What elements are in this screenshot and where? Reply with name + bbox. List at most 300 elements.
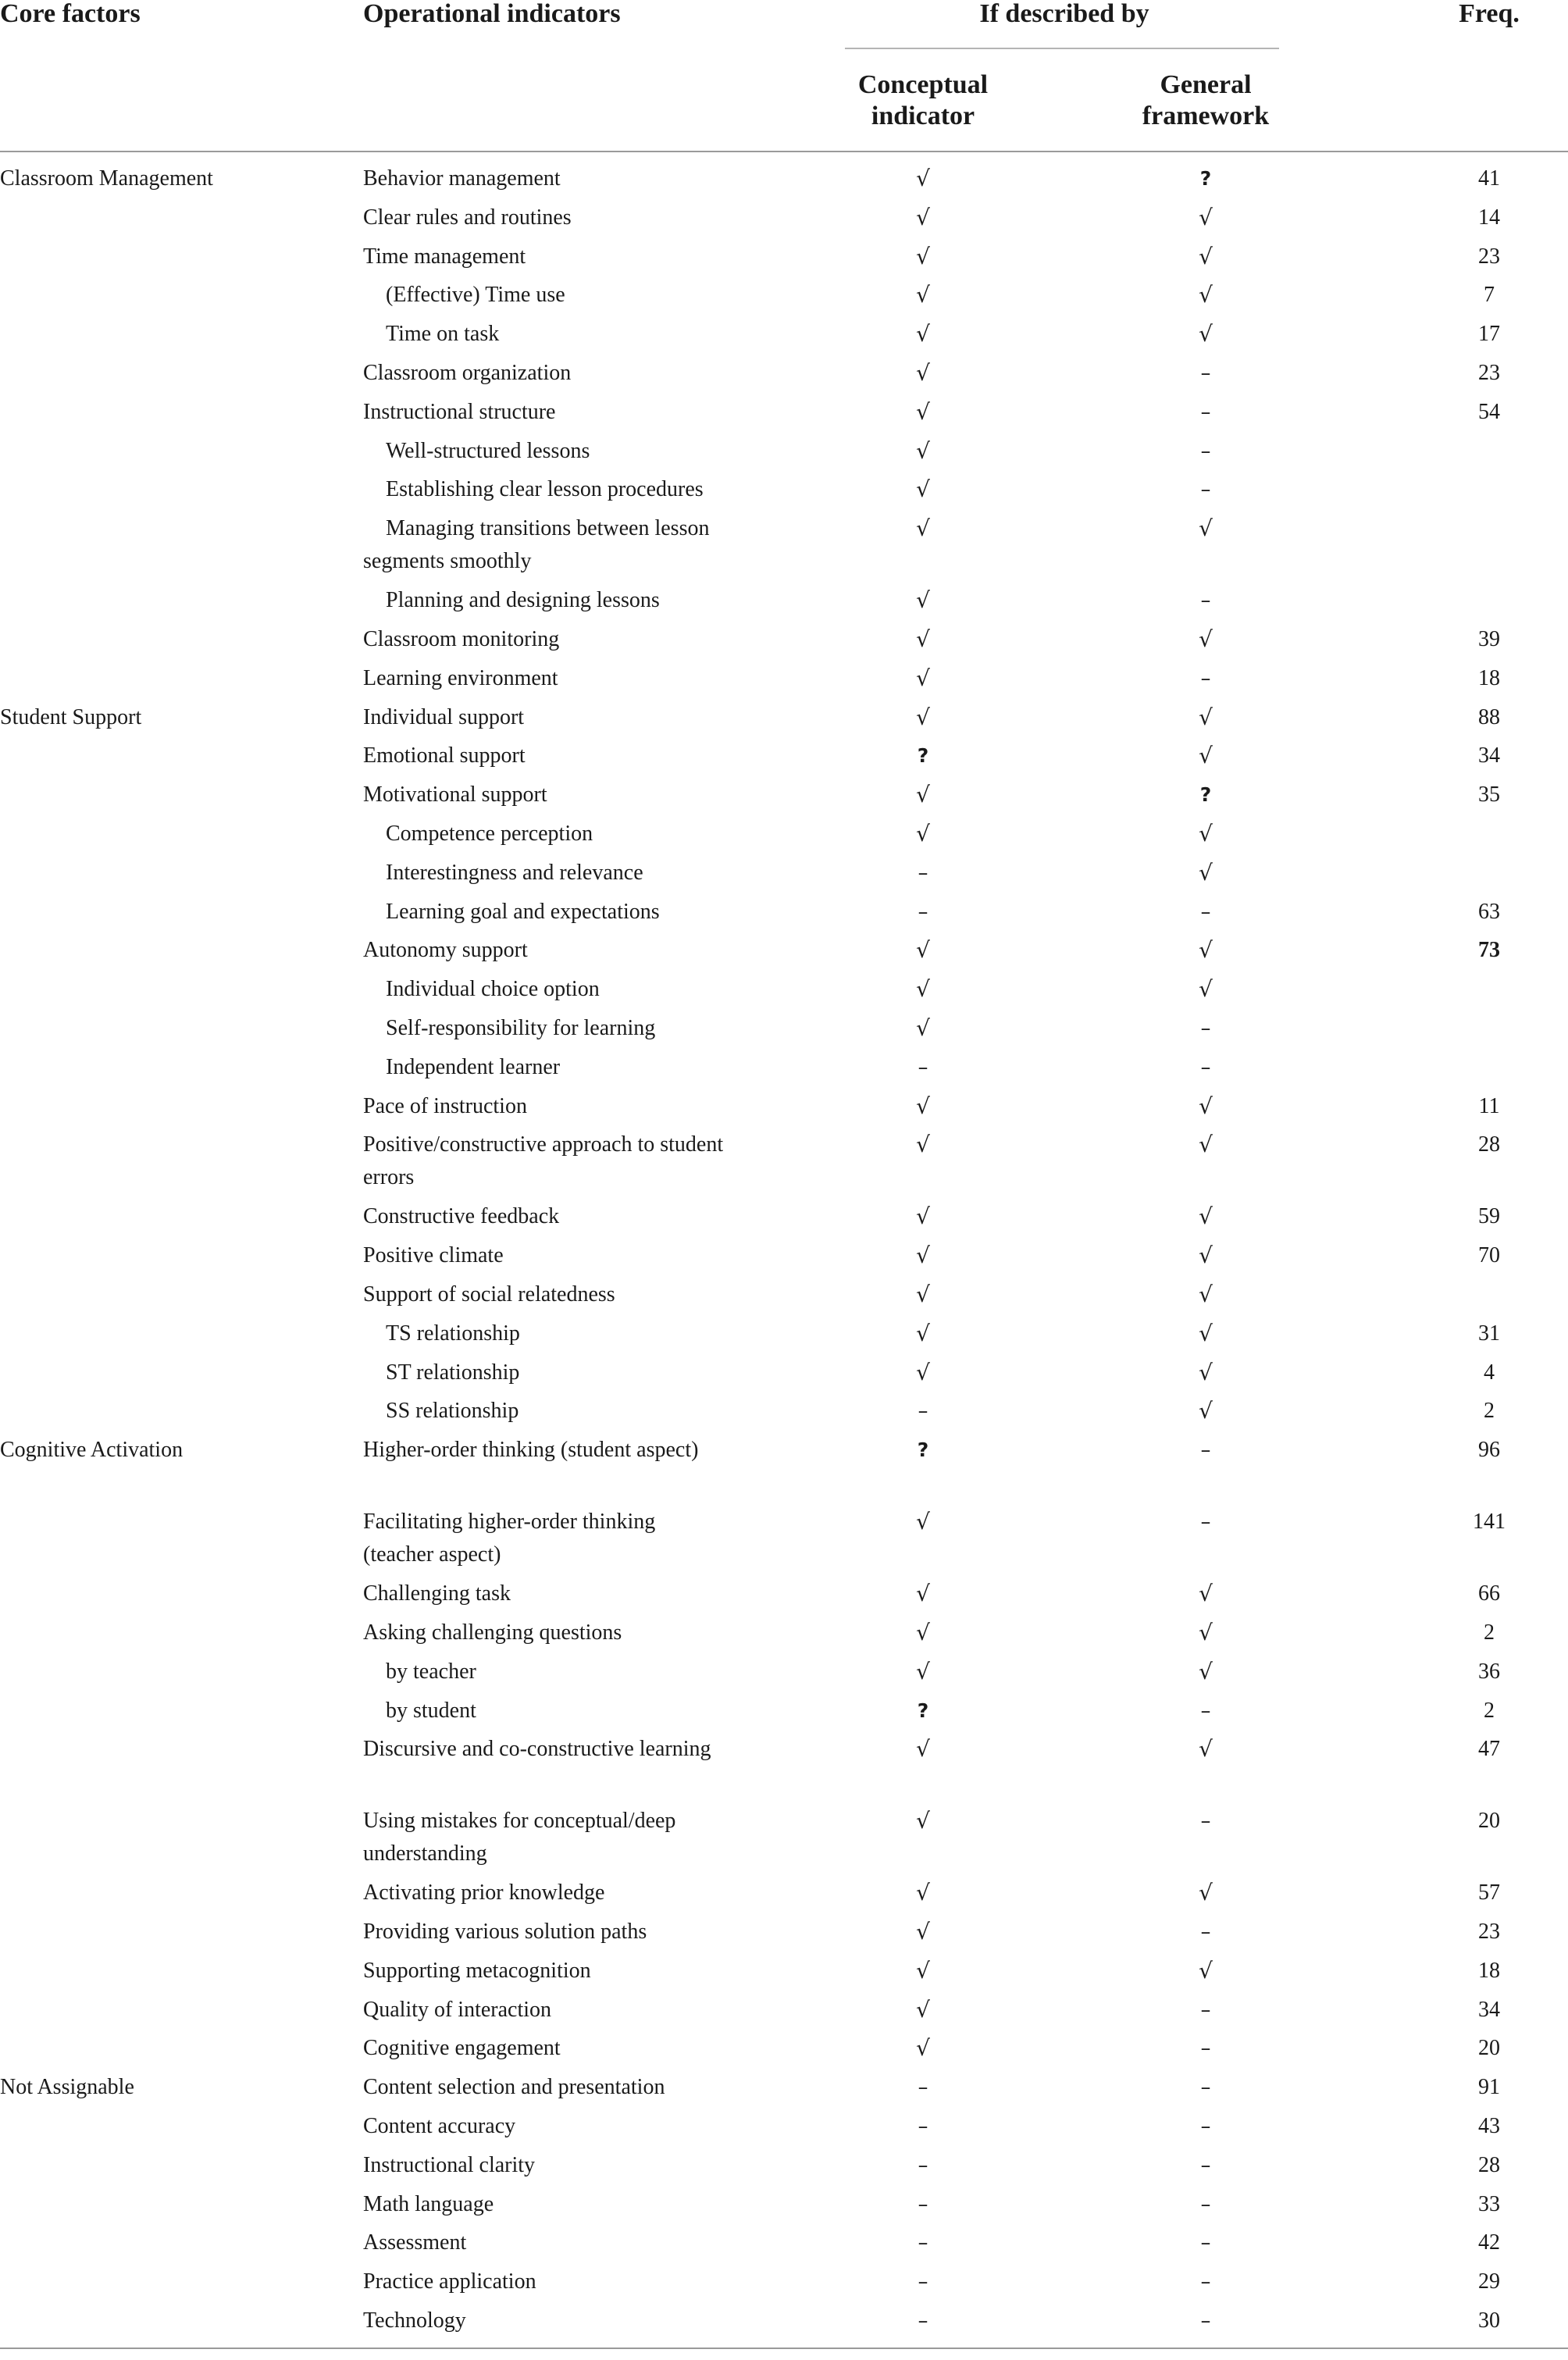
check-mark: √ <box>916 587 930 614</box>
table-bottom-rule <box>0 2348 1568 2349</box>
conceptual-indicator-cell <box>845 2071 1001 2104</box>
general-framework-cell <box>1128 1356 1284 1390</box>
table-row <box>0 2187 1568 2226</box>
general-framework-cell <box>1128 396 1284 429</box>
general-framework-cell <box>1128 857 1284 890</box>
dash-mark: – <box>1200 589 1211 613</box>
indicator-cell: Discursive and co-constructive learning <box>363 1737 711 1762</box>
freq-cell: 66 <box>1478 1581 1500 1606</box>
table-row <box>0 1505 1568 1577</box>
general-framework-cell <box>1128 1434 1284 1467</box>
check-mark: √ <box>916 476 930 503</box>
question-mark: ? <box>1199 167 1212 190</box>
general-framework-cell <box>1128 1617 1284 1650</box>
table-row <box>0 1089 1568 1128</box>
table-row <box>0 856 1568 895</box>
check-mark: √ <box>916 1736 930 1763</box>
check-mark: √ <box>1199 204 1213 230</box>
conceptual-indicator-cell <box>845 934 1001 968</box>
header-general-framework: General framework <box>1142 70 1270 130</box>
conceptual-indicator-cell <box>845 2110 1001 2143</box>
conceptual-indicator-cell <box>845 1395 1001 1428</box>
indicator-cell: Providing various solution paths <box>363 1920 647 1945</box>
general-framework-cell <box>1128 2188 1284 2221</box>
table-row <box>0 356 1568 395</box>
check-mark: √ <box>1199 1581 1213 1607</box>
dash-mark: – <box>1200 1510 1211 1535</box>
check-mark: √ <box>1199 1398 1213 1424</box>
freq-cell: 33 <box>1478 2191 1500 2216</box>
dash-mark: – <box>1200 2076 1211 2100</box>
check-mark: √ <box>1199 859 1213 886</box>
indicator-cell: Using mistakes for conceptual/deep understanding <box>363 1809 676 1866</box>
table-row <box>0 1433 1568 1505</box>
general-framework-cell <box>1128 1395 1284 1428</box>
dash-mark: – <box>1200 2270 1211 2294</box>
check-mark: √ <box>916 1658 930 1684</box>
core-factor-cell: Not Assignable <box>0 2075 134 2100</box>
indicator-cell: Quality of interaction <box>363 1997 552 2022</box>
indicator-cell: Instructional clarity <box>363 2152 536 2177</box>
freq-cell: 96 <box>1478 1438 1500 1463</box>
general-framework-cell <box>1128 1200 1284 1234</box>
table-row <box>0 661 1568 701</box>
indicator-cell: Time management <box>363 244 526 269</box>
check-mark: √ <box>1199 1281 1213 1307</box>
freq-cell: 18 <box>1478 665 1500 690</box>
conceptual-indicator-cell <box>845 1805 1001 1838</box>
dash-mark: – <box>1200 900 1211 924</box>
general-framework-cell <box>1128 2149 1284 2182</box>
conceptual-indicator-cell <box>845 1994 1001 2027</box>
header-bottom-rule <box>0 151 1568 152</box>
conceptual-indicator-cell <box>845 779 1001 812</box>
dash-mark: – <box>918 2076 928 2100</box>
general-framework-cell <box>1128 357 1284 390</box>
indicator-cell: Constructive feedback <box>363 1204 560 1229</box>
dash-mark: – <box>1200 478 1211 502</box>
general-framework-cell <box>1128 2032 1284 2065</box>
indicator-cell: Practice application <box>363 2269 536 2294</box>
conceptual-indicator-cell <box>845 2305 1001 2337</box>
check-mark: √ <box>1199 321 1213 348</box>
table-row <box>0 1616 1568 1655</box>
check-mark: √ <box>916 665 930 691</box>
indicator-cell: Independent learner <box>386 1054 561 1079</box>
core-factor-cell: Student Support <box>0 704 142 729</box>
general-framework-cell <box>1128 973 1284 1007</box>
table-row <box>0 1915 1568 1954</box>
general-framework-cell <box>1128 740 1284 773</box>
check-mark: √ <box>1199 1242 1213 1269</box>
dash-mark: – <box>918 2153 928 2177</box>
table-row <box>0 1655 1568 1694</box>
table-row <box>0 1011 1568 1050</box>
conceptual-indicator-cell <box>845 357 1001 390</box>
indicator-cell: Interestingness and relevance <box>386 860 643 885</box>
conceptual-indicator-cell <box>845 623 1001 657</box>
table-row <box>0 240 1568 279</box>
freq-cell: 30 <box>1478 2308 1500 2333</box>
table-row <box>0 622 1568 661</box>
indicator-cell: Well-structured lessons <box>386 438 590 463</box>
general-framework-cell <box>1128 318 1284 351</box>
indicator-cell: Assessment <box>363 2230 467 2255</box>
conceptual-indicator-cell <box>845 818 1001 851</box>
table-row <box>0 2148 1568 2187</box>
indicator-cell: by student <box>386 1698 476 1723</box>
conceptual-indicator-cell <box>845 1278 1001 1312</box>
check-mark: √ <box>1199 515 1213 542</box>
table-row <box>0 739 1568 778</box>
general-framework-cell <box>1128 934 1284 968</box>
conceptual-indicator-cell <box>845 2226 1001 2259</box>
freq-cell: 63 <box>1478 899 1500 924</box>
core-factor-cell: Cognitive Activation <box>0 1438 184 1463</box>
general-framework-cell <box>1128 1994 1284 2027</box>
table-row <box>0 701 1568 740</box>
check-mark: √ <box>916 1242 930 1269</box>
conceptual-indicator-cell <box>845 1656 1001 1689</box>
dash-mark: – <box>1200 666 1211 690</box>
dash-mark: – <box>918 2115 928 2139</box>
check-mark: √ <box>1199 243 1213 269</box>
table-row <box>0 2304 1568 2343</box>
conceptual-indicator-cell <box>845 473 1001 507</box>
general-framework-cell <box>1128 1695 1284 1727</box>
conceptual-indicator-cell <box>845 662 1001 696</box>
conceptual-indicator-cell <box>845 512 1001 546</box>
conceptual-indicator-cell <box>845 279 1001 312</box>
table-row <box>0 1876 1568 1915</box>
check-mark: √ <box>916 515 930 542</box>
conceptual-indicator-cell <box>845 1128 1001 1162</box>
freq-cell: 36 <box>1478 1659 1500 1684</box>
conceptual-indicator-cell <box>845 1955 1001 1988</box>
check-mark: √ <box>916 321 930 348</box>
freq-cell: 20 <box>1478 1809 1500 1834</box>
general-framework-cell <box>1128 1317 1284 1351</box>
dash-mark: – <box>1200 2037 1211 2061</box>
dash-mark: – <box>1200 361 1211 385</box>
freq-cell: 35 <box>1478 783 1500 807</box>
freq-cell: 34 <box>1478 743 1500 768</box>
freq-cell: 54 <box>1478 399 1500 424</box>
dash-mark: – <box>1200 439 1211 463</box>
dash-mark: – <box>918 2270 928 2294</box>
table-row <box>0 1577 1568 1616</box>
conceptual-indicator-cell <box>845 1356 1001 1390</box>
indicator-cell: Individual choice option <box>386 977 600 1002</box>
table-row <box>0 933 1568 972</box>
check-mark: √ <box>1199 820 1213 847</box>
general-framework-cell <box>1128 201 1284 235</box>
indicator-cell: by teacher <box>386 1659 476 1684</box>
table-row <box>0 778 1568 817</box>
indicator-cell: Activating prior knowledge <box>363 1881 605 1905</box>
dash-mark: – <box>1200 1016 1211 1040</box>
indicator-cell: Cognitive engagement <box>363 2036 561 2061</box>
conceptual-indicator-cell <box>845 1877 1001 1910</box>
table-row <box>0 1694 1568 1733</box>
indicator-cell: TS relationship <box>386 1321 520 1346</box>
header-core-factors: Core factors <box>0 0 141 28</box>
conceptual-indicator-cell <box>845 162 1001 196</box>
check-mark: √ <box>1199 1093 1213 1119</box>
conceptual-indicator-cell <box>845 2149 1001 2182</box>
check-mark: √ <box>1199 1203 1213 1230</box>
freq-cell: 23 <box>1478 1920 1500 1945</box>
dash-mark: – <box>1200 2115 1211 2139</box>
freq-cell: 2 <box>1484 1399 1495 1424</box>
table-row <box>0 1128 1568 1200</box>
dash-mark: – <box>918 1399 928 1424</box>
check-mark: √ <box>916 1359 930 1385</box>
check-mark: √ <box>1199 1957 1213 1984</box>
conceptual-indicator-cell <box>845 1916 1001 1949</box>
conceptual-indicator-cell <box>845 2032 1001 2066</box>
indicator-cell: Content accuracy <box>363 2114 516 2139</box>
general-framework-cell <box>1128 1090 1284 1124</box>
check-mark: √ <box>916 359 930 386</box>
check-mark: √ <box>1199 626 1213 652</box>
dash-mark: – <box>1200 2231 1211 2255</box>
dash-mark: – <box>1200 400 1211 424</box>
table-row <box>0 395 1568 434</box>
indicator-cell: Establishing clear lesson procedures <box>386 477 704 502</box>
indicator-cell: Supporting metacognition <box>363 1958 591 1983</box>
freq-cell: 59 <box>1478 1204 1500 1229</box>
general-framework-cell <box>1128 584 1284 617</box>
conceptual-indicator-cell <box>845 1434 1001 1467</box>
check-mark: √ <box>916 782 930 808</box>
check-mark: √ <box>1199 1736 1213 1763</box>
general-framework-cell <box>1128 1805 1284 1838</box>
table-row <box>0 1278 1568 1317</box>
dash-mark: – <box>1200 1920 1211 1945</box>
table-row <box>0 434 1568 473</box>
freq-cell: 42 <box>1478 2230 1500 2255</box>
indicator-cell: Emotional support <box>363 743 526 768</box>
indicator-cell: Technology <box>363 2308 466 2333</box>
indicator-cell: Self-responsibility for learning <box>386 1015 656 1040</box>
general-framework-cell <box>1128 1877 1284 1910</box>
question-mark: ? <box>917 1438 929 1462</box>
freq-cell: 28 <box>1478 2152 1500 2177</box>
dash-mark: – <box>1200 2153 1211 2177</box>
general-framework-cell <box>1128 2266 1284 2298</box>
general-framework-cell <box>1128 1656 1284 1689</box>
indicator-cell: Asking challenging questions <box>363 1620 622 1645</box>
header-group-rule <box>845 48 1279 49</box>
freq-cell: 41 <box>1478 166 1500 191</box>
conceptual-indicator-cell <box>845 2188 1001 2221</box>
check-mark: √ <box>916 204 930 230</box>
check-mark: √ <box>1199 1132 1213 1158</box>
check-mark: √ <box>916 1619 930 1645</box>
freq-cell: 7 <box>1484 283 1495 308</box>
freq-cell: 34 <box>1478 1997 1500 2022</box>
freq-cell: 31 <box>1478 1321 1500 1346</box>
freq-cell: 88 <box>1478 704 1500 729</box>
table-row <box>0 512 1568 583</box>
general-framework-cell <box>1128 2226 1284 2259</box>
general-framework-cell <box>1128 1955 1284 1988</box>
conceptual-indicator-cell <box>845 1577 1001 1611</box>
check-mark: √ <box>916 1996 930 2023</box>
freq-cell: 2 <box>1484 1698 1495 1723</box>
check-mark: √ <box>916 1957 930 1984</box>
freq-cell: 141 <box>1473 1510 1506 1535</box>
dash-mark: – <box>1200 2309 1211 2333</box>
indicator-cell: Motivational support <box>363 783 547 807</box>
check-mark: √ <box>916 1509 930 1535</box>
table-row <box>0 278 1568 317</box>
table-row <box>0 162 1568 201</box>
dash-mark: – <box>1200 1998 1211 2022</box>
question-mark: ? <box>917 744 929 768</box>
freq-cell: 20 <box>1478 2036 1500 2061</box>
dash-mark: – <box>918 2309 928 2333</box>
indicator-cell: Support of social relatedness <box>363 1282 615 1307</box>
conceptual-indicator-cell <box>845 1617 1001 1650</box>
indicator-cell: Autonomy support <box>363 938 528 963</box>
check-mark: √ <box>1199 1658 1213 1684</box>
check-mark: √ <box>916 437 930 464</box>
check-mark: √ <box>916 1808 930 1834</box>
conceptual-indicator-cell <box>845 857 1001 889</box>
indicator-cell: Clear rules and routines <box>363 205 572 230</box>
freq-cell: 4 <box>1484 1360 1495 1385</box>
freq-cell: 23 <box>1478 244 1500 269</box>
check-mark: √ <box>916 1014 930 1041</box>
indicator-cell: Time on task <box>386 322 500 347</box>
table-row <box>0 2031 1568 2070</box>
general-framework-cell <box>1128 701 1284 735</box>
conceptual-indicator-cell <box>845 584 1001 618</box>
conceptual-indicator-cell <box>845 1012 1001 1046</box>
check-mark: √ <box>1199 976 1213 1003</box>
check-mark: √ <box>916 1320 930 1346</box>
freq-cell: 2 <box>1484 1620 1495 1645</box>
indicator-cell: Positive climate <box>363 1243 504 1268</box>
indicator-cell: Pace of instruction <box>363 1093 527 1118</box>
general-framework-cell <box>1128 1128 1284 1162</box>
dash-mark: – <box>1200 1699 1211 1723</box>
check-mark: √ <box>1199 704 1213 730</box>
table-row <box>0 2070 1568 2109</box>
freq-cell: 43 <box>1478 2114 1500 2139</box>
check-mark: √ <box>916 1093 930 1119</box>
indicator-cell: Higher-order thinking (student aspect) <box>363 1438 699 1463</box>
conceptual-indicator-cell <box>845 701 1001 735</box>
general-framework-cell <box>1128 1733 1284 1766</box>
indicator-cell: Individual support <box>363 704 525 729</box>
dash-mark: – <box>918 2231 928 2255</box>
check-mark: √ <box>916 398 930 425</box>
conceptual-indicator-cell <box>845 396 1001 430</box>
general-framework-cell <box>1128 1239 1284 1273</box>
dash-mark: – <box>918 2192 928 2216</box>
indicator-cell: Math language <box>363 2191 494 2216</box>
conceptual-indicator-cell <box>845 201 1001 235</box>
indicator-cell: Behavior management <box>363 166 561 191</box>
table-row <box>0 1356 1568 1395</box>
check-mark: √ <box>916 1919 930 1945</box>
general-framework-cell <box>1128 779 1284 811</box>
check-mark: √ <box>916 243 930 269</box>
freq-cell: 28 <box>1478 1132 1500 1157</box>
table-row <box>0 1394 1568 1433</box>
check-mark: √ <box>1199 937 1213 964</box>
general-framework-cell <box>1128 2071 1284 2104</box>
table-row <box>0 2109 1568 2148</box>
table-row <box>0 1954 1568 1993</box>
conceptual-indicator-cell <box>845 2266 1001 2298</box>
dash-mark: – <box>918 861 928 885</box>
general-framework-cell <box>1128 1051 1284 1084</box>
general-framework-cell <box>1128 435 1284 468</box>
check-mark: √ <box>916 704 930 730</box>
table-row <box>0 2265 1568 2304</box>
indicator-cell: Managing transitions between lesson segments smoothly <box>363 516 710 574</box>
indicator-cell: SS relationship <box>386 1399 519 1424</box>
check-mark: √ <box>916 1281 930 1307</box>
freq-cell: 70 <box>1478 1243 1500 1268</box>
general-framework-cell <box>1128 241 1284 274</box>
table-row <box>0 1200 1568 1239</box>
general-framework-cell <box>1128 1012 1284 1045</box>
check-mark: √ <box>916 282 930 308</box>
conceptual-indicator-cell <box>845 740 1001 772</box>
freq-cell: 17 <box>1478 322 1500 347</box>
indicator-cell: Learning goal and expectations <box>386 899 660 924</box>
check-mark: √ <box>1199 282 1213 308</box>
header-if-described-by: If described by <box>979 0 1149 28</box>
table-row <box>0 817 1568 856</box>
table-row <box>0 583 1568 622</box>
check-mark: √ <box>916 166 930 191</box>
check-mark: √ <box>1199 1320 1213 1346</box>
indicator-cell: (Effective) Time use <box>386 283 565 308</box>
general-framework-cell <box>1128 512 1284 546</box>
question-mark: ? <box>917 1699 929 1722</box>
conceptual-indicator-cell <box>845 973 1001 1007</box>
check-mark: √ <box>916 2035 930 2062</box>
table-row <box>0 1239 1568 1278</box>
header-operational-indicators: Operational indicators <box>363 0 621 28</box>
header-conceptual-indicator: Conceptual indicator <box>857 70 989 130</box>
check-mark: √ <box>1199 743 1213 769</box>
freq-cell: 11 <box>1478 1093 1500 1118</box>
dash-mark: – <box>1200 1055 1211 1079</box>
indicator-cell: Positive/constructive approach to student errors <box>363 1132 724 1190</box>
table-row <box>0 1050 1568 1089</box>
indicator-cell: Facilitating higher-order thinking (teacher aspect) <box>363 1510 656 1567</box>
conceptual-indicator-cell <box>845 896 1001 929</box>
check-mark: √ <box>916 976 930 1003</box>
freq-cell: 23 <box>1478 360 1500 385</box>
check-mark: √ <box>916 1880 930 1906</box>
table-row <box>0 1317 1568 1356</box>
dash-mark: – <box>918 1055 928 1079</box>
general-framework-cell <box>1128 1916 1284 1948</box>
check-mark: √ <box>916 1581 930 1607</box>
conceptual-indicator-cell <box>845 435 1001 469</box>
check-mark: √ <box>916 1132 930 1158</box>
conceptual-indicator-cell <box>845 241 1001 274</box>
table-row <box>0 895 1568 934</box>
